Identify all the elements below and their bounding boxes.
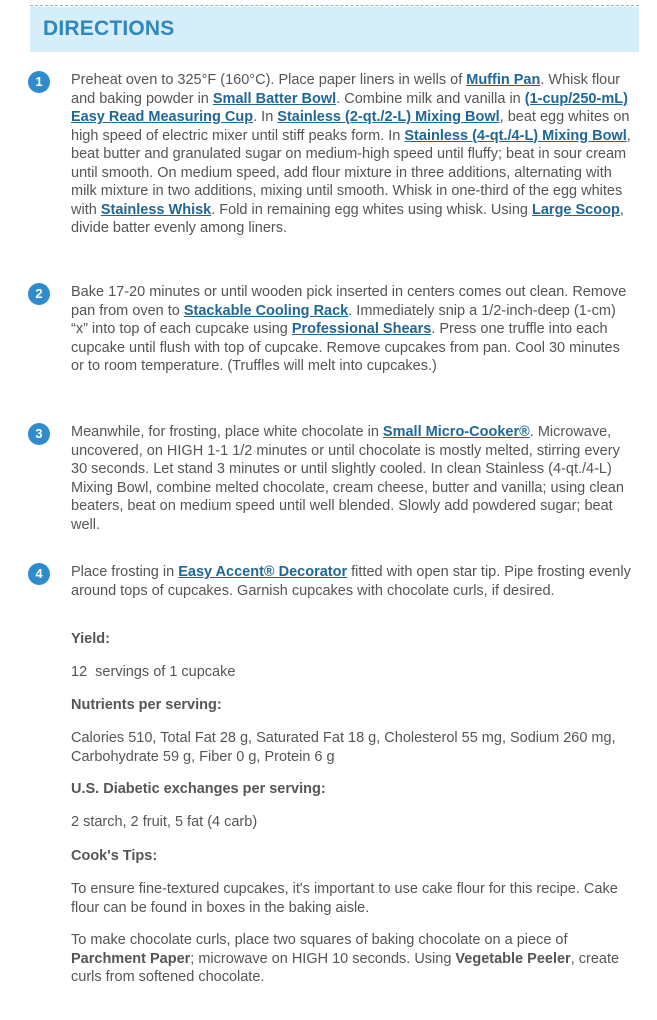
tip2-parchment-paper: Parchment Paper	[71, 950, 191, 967]
product-link[interactable]: Large Scoop	[532, 201, 620, 218]
cooks-tip-2	[71, 931, 636, 987]
step-text-segment: Bake 17-20 minutes or until wooden pick inserted in centers comes out clean. Remove pan from oven to	[71, 284, 627, 319]
step-number-badge: 1	[28, 71, 50, 93]
step-text-segment: , beat egg whites on high speed of electric mixer until stiff peaks form. In	[71, 109, 630, 144]
step-4-text	[71, 563, 636, 600]
yield-label: Yield:	[71, 631, 110, 647]
product-link[interactable]: Muffin Pan	[466, 72, 541, 88]
directions-header	[30, 7, 639, 52]
step-text-segment: Place frosting in	[71, 564, 179, 580]
step-text-segment: , beat butter and granulated sugar on medium-high speed until fluffy; beat in sour cream until smooth. On medium speed, add flour mixture in three additions, alternating with milk mixture in two additions, mixing until smooth. Whisk in one-third of the egg whites with	[71, 127, 631, 218]
step-text-segment: . Press one truffle into each cupcake until flush with top of cupcake. Remove cupcakes from pan. Cool 30 minutes or to room temperature. (Truffles will melt into cupcakes.)	[71, 321, 620, 374]
step-number-badge: 2	[28, 283, 50, 305]
diabetic-value: 2 starch, 2 fruit, 5 fat (4 carb)	[71, 814, 258, 830]
nutrients-label: Nutrients per serving:	[71, 697, 222, 713]
product-link[interactable]: (1-cup/250-mL) Easy Read Measuring Cup	[71, 90, 628, 125]
tip2-vegetable-peeler: Vegetable Peeler	[455, 950, 571, 967]
product-link[interactable]: Stainless Whisk	[100, 201, 212, 218]
top-divider	[30, 5, 639, 6]
yield-value: 12 servings of 1 cupcake	[71, 664, 236, 680]
step-text-segment: . Fold in remaining egg whites using whisk. Using	[211, 201, 532, 218]
product-link[interactable]: Small Micro-Cooker®	[382, 424, 530, 440]
step-text-segment: . Whisk flour and baking powder in	[71, 72, 621, 107]
step-number-badge: 3	[28, 423, 50, 445]
product-link[interactable]: Small Batter Bowl	[212, 90, 337, 107]
step-3-text	[71, 423, 636, 534]
step-2-text	[71, 283, 636, 376]
nutrients-value: Calories 510, Total Fat 28 g, Saturated Fat 18 g, Cholesterol 55 mg, Sodium 260 mg, Carbohydrate 59 g, Fiber 0 g, Protein 6 g	[71, 730, 616, 765]
product-link[interactable]: Professional Shears	[291, 321, 432, 337]
step-text-segment: , divide batter evenly among liners.	[71, 201, 624, 236]
section-title: DIRECTIONS	[43, 17, 175, 40]
step-text-segment: . Combine milk and vanilla in	[336, 90, 525, 107]
tip2-text-c: ; microwave on HIGH 10 seconds. Using	[190, 950, 456, 967]
product-link[interactable]: Stainless (2-qt./2-L) Mixing Bowl	[277, 109, 500, 125]
step-number-badge: 4	[28, 563, 50, 585]
step-1-text	[71, 71, 636, 238]
tip2-text-a: To make chocolate curls, place two squares of baking chocolate on a piece of	[71, 932, 568, 948]
step-text-segment: fitted with open star tip. Pipe frosting evenly around tops of cupcakes. Garnish cupcakes with chocolate curls, if desired.	[71, 564, 631, 599]
step-text-segment: Preheat oven to 325°F (160°C). Place paper liners in wells of	[71, 72, 467, 88]
cooks-tip-1: To ensure fine-textured cupcakes, it's important to use cake flour for this recipe. Cake flour can be found in boxes in the baking aisle.	[71, 881, 618, 916]
product-link[interactable]: Stackable Cooling Rack	[183, 302, 349, 319]
step-text-segment: . Microwave, uncovered, on HIGH 1-1 1/2 minutes or until chocolate is mostly melted, stirring every 30 seconds. Let stand 3 minutes or until slightly cooled. In clean Stainless (4-qt./4-L) Mixing Bowl, combine melted chocolate, cream cheese, butter and vanilla; using clean beaters, beat on medium speed until well blended. Slowly add powdered sugar; beat well.	[71, 424, 624, 533]
product-link[interactable]: Stainless (4-qt./4-L) Mixing Bowl	[404, 127, 627, 144]
product-link[interactable]: Easy Accent® Decorator	[178, 564, 348, 580]
step-text-segment: . In	[253, 109, 278, 125]
diabetic-label: U.S. Diabetic exchanges per serving:	[71, 781, 326, 797]
step-text-segment: Meanwhile, for frosting, place white chocolate in	[71, 424, 383, 440]
cooks-tips-label: Cook's Tips:	[71, 848, 158, 864]
tip2-text-e: , create curls from softened chocolate.	[71, 950, 620, 985]
step-text-segment: . Immediately snip a 1/2-inch-deep (1-cm) “x” into top of each cupcake using	[71, 302, 616, 337]
